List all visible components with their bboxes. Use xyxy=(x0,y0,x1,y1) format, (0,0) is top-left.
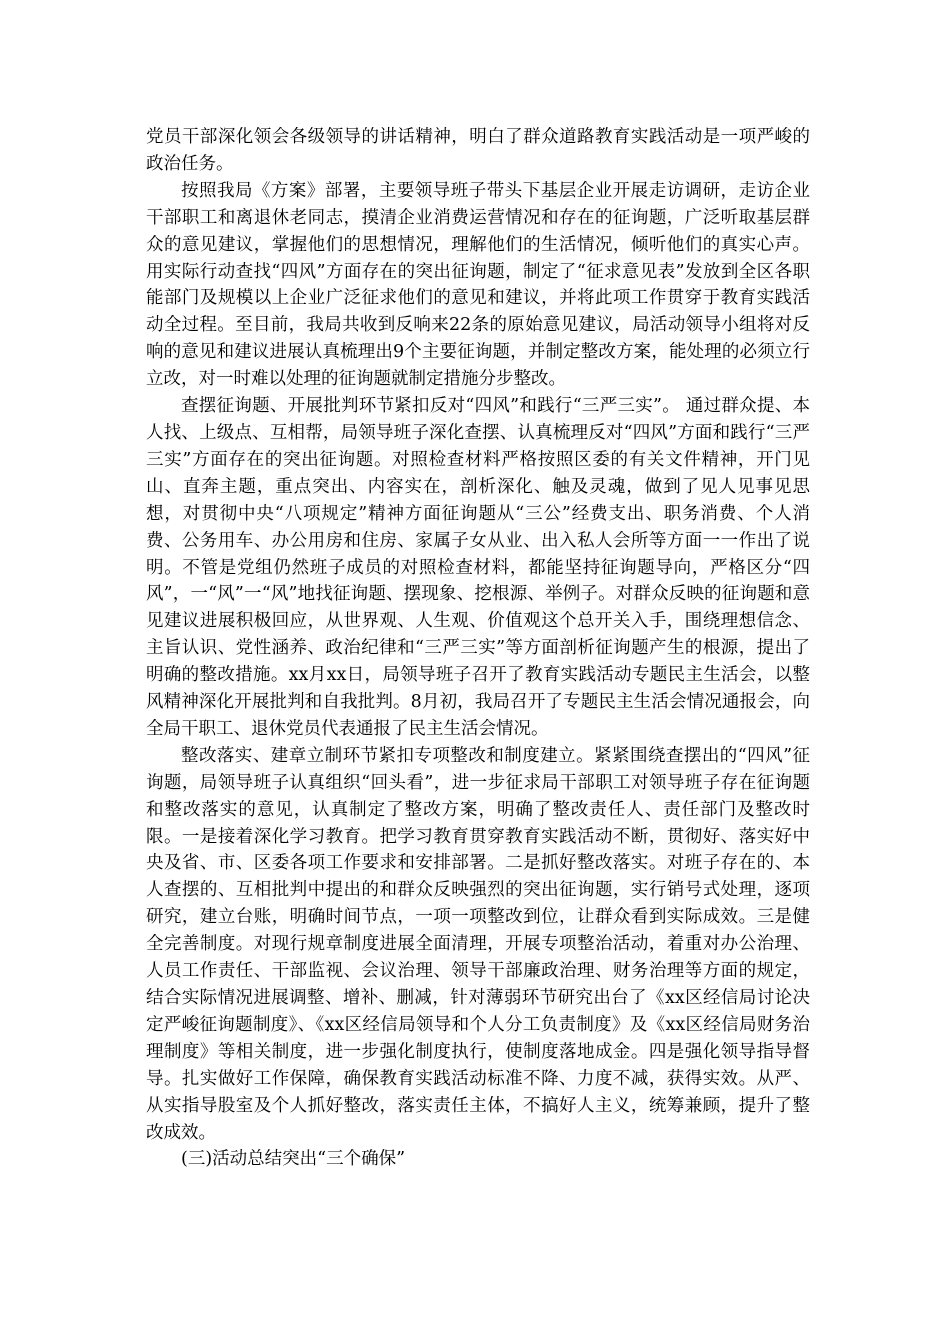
paragraph-3: 查摆征询题、开展批判环节紧扣反对“四风”和践行“三严三实”。 通过群众提、本人找、上级点、互相帮，局领导班子深化查摆、认真梳理反对“四风”方面和践行“三严三实”方面存在的突出征询题。对照检查材料严格按照区委的有关文件精神，开门见山、直奔主题，重点突出、内容实在，剖析深化、触及灵魂，做到了见人见事见思想，对贯彻中央“八项规定”精神方面征询题从“三公”经费支出、职务消费、个人消费、公务用车、办公用房和住房、家属子女从业、出入私人会所等方面一一作出了说明。不管是党组仍然班子成员的对照检查材料，都能坚持征询题导向，严格区分“四风”，一“风”一“风”地找征询题、摆现象、挖根源、举例子。对群众反映的征询题和意见建议进展积极回应，从世界观、人生观、价值观这个总开关入手，围绕理想信念、主旨认识、党性涵养、政治纪律和“三严三实”等方面剖析征询题产生的根源，提出了明确的整改措施。xx月xx日，局领导班子召开了教育实践活动专题民主生活会，以整风精神深化开展批判和自我批判。8月初，我局召开了专题民主生活会情况通报会，向全局干职工、退休党员代表通报了民主生活会情况。 xyxy=(146,396,810,739)
paragraph-1: 党员干部深化领会各级领导的讲话精神，明白了群众道路教育实践活动是一项严峻的政治任务。 xyxy=(146,127,810,174)
paragraph-2: 按照我局《方案》部署，主要领导班子带头下基层企业开展走访调研，走访企业干部职工和离退休老同志，摸清企业消费运营情况和存在的征询题，广泛听取基层群众的意见建议，掌握他们的思想情况，理解他们的生活情况，倾听他们的真实心声。用实际行动查找“四风”方面存在的突出征询题，制定了“征求意见表”发放到全区各职能部门及规模以上企业广泛征求他们的意见和建议，并将此项工作贯穿于教育实践活动全过程。至目前，我局共收到反响来22条的原始意见建议，局活动领导小组将对反响的意见和建议进展认真梳理出9个主要征询题，并制定整改方案，能处理的必须立行立改，对一时难以处理的征询题就制定措施分步整改。 xyxy=(146,180,810,390)
document-page xyxy=(146,124,810,1173)
paragraph-4: 整改落实、建章立制环节紧扣专项整改和制度建立。紧紧围绕查摆出的“四风”征询题，局领导班子认真组织“回头看”，进一步征求局干部职工对领导班子存在征询题和整改落实的意见，认真制定了整改方案，明确了整改责任人、责任部门及整改时限。一是接着深化学习教育。把学习教育贯穿教育实践活动不断，贯彻好、落实好中央及省、市、区委各项工作要求和安排部署。二是抓好整改落实。对班子存在的、本人查摆的、互相批判中提出的和群众反映强烈的突出征询题，实行销号式处理，逐项研究，建立台账，明确时间节点，一项一项整改到位，让群众看到实际成效。三是健全完善制度。对现行规章制度进展全面清理，开展专项整治活动，着重对办公治理、人员工作责任、干部监视、会议治理、领导干部廉政治理、财务治理等方面的规定，结合实际情况进展调整、增补、删减，针对薄弱环节研究出台了《xx区经信局讨论决定严峻征询题制度》、《xx区经信局领导和个人分工负责制度》及《xx区经信局财务治理制度》等相关制度，进一步强化制度执行，使制度落地成金。四是强化领导指导督导。扎实做好工作保障，确保教育实践活动标准不降、力度不减，获得实效。从严、从实指导股室及个人抓好整改，落实责任主体，不搞好人主义，统筹兼顾，提升了整改成效。 xyxy=(146,745,810,1143)
section-heading: (三)活动总结突出“三个确保” xyxy=(181,1149,406,1170)
